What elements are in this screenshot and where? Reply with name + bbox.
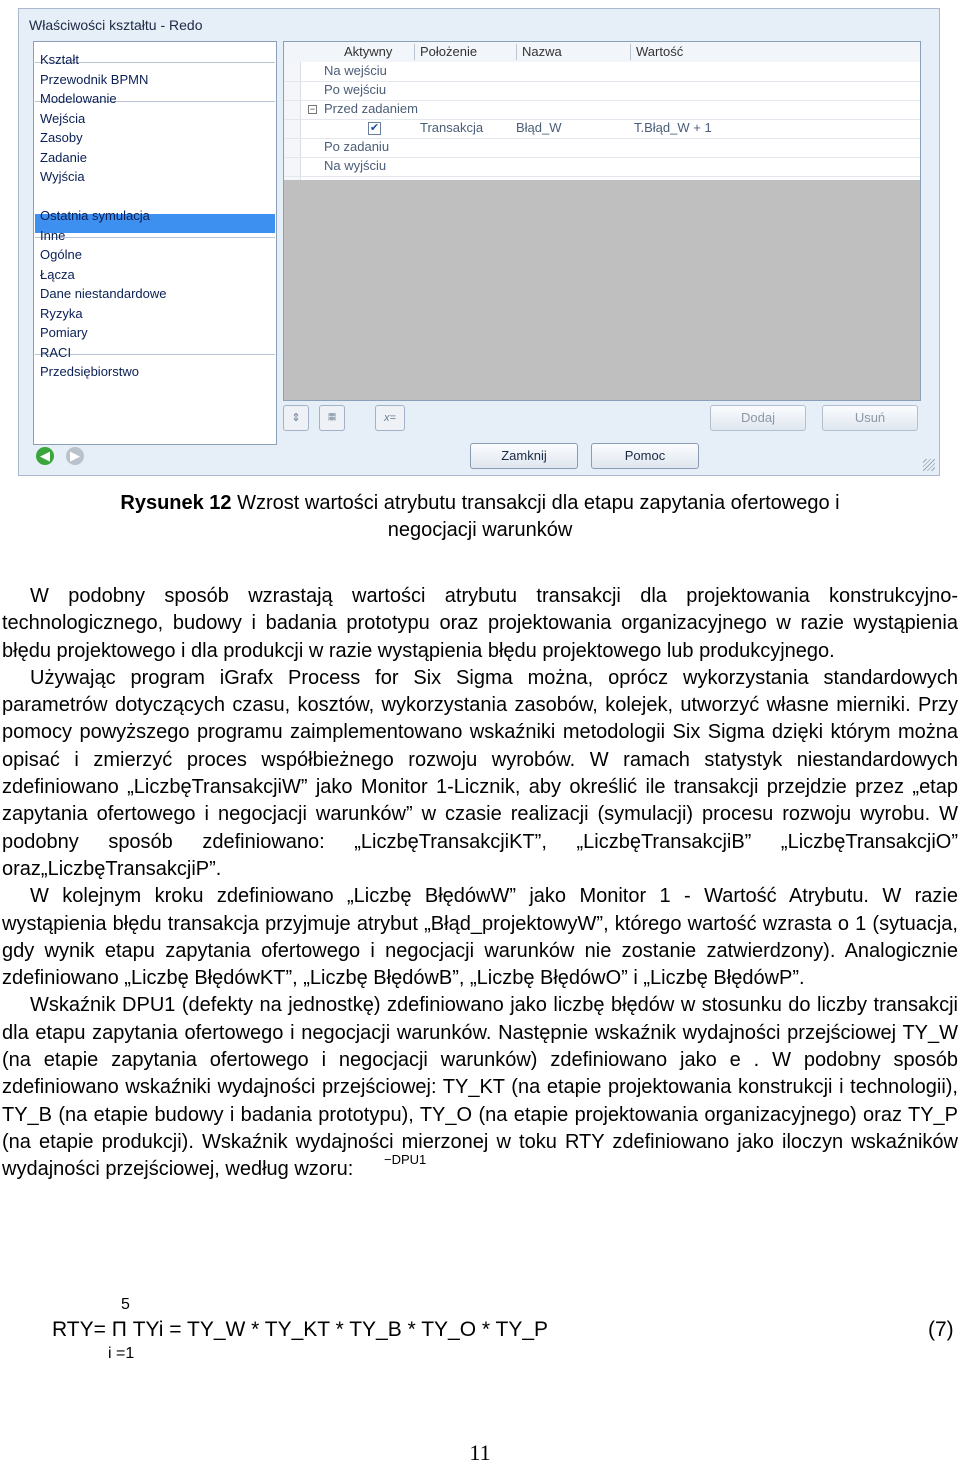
- help-button[interactable]: Pomoc: [591, 443, 699, 469]
- dialog-title: Właściwości kształtu - Redo: [29, 17, 203, 33]
- nav-item-wyjscia[interactable]: Wyjścia: [40, 169, 85, 184]
- nav-item-zadanie[interactable]: Zadanie: [40, 150, 87, 165]
- formula-upper-limit: 5: [121, 1296, 130, 1313]
- page-number: 11: [469, 1440, 491, 1465]
- value-cell[interactable]: T.Błąd_W + 1: [634, 120, 712, 135]
- add-button[interactable]: Dodaj: [710, 405, 806, 431]
- paragraph-1: W podobny sposób wzrastają wartości atrybutu transakcji dla projektowania konstrukcyjno-technologicznego, budowy i badania prototypu oraz projektowania organizacyjnego w razie wystąpienia błędu projektowego i dla produkcji w razie wystąpienia błędu projektowego lub produkcyjnego.: [2, 585, 958, 662]
- nav-separator: [35, 237, 275, 238]
- close-button[interactable]: Zamknij: [470, 443, 578, 469]
- column-header-polozenie[interactable]: Położenie: [420, 44, 478, 59]
- nav-item-pomiary[interactable]: Pomiary: [40, 325, 88, 340]
- column-separator: [516, 44, 517, 60]
- nav-item-atrybuty[interactable]: Atrybuty: [40, 189, 88, 204]
- grid-view-button[interactable]: 𝄜: [319, 405, 345, 431]
- category-list: [33, 41, 277, 445]
- paragraph-2: Używając program iGrafx Process for Six Sigma można, oprócz wykorzystania standardowych parametrów dotyczących czasu, kosztów, wykorzystania zasobów, kolejek, utworzyć własne mierniki. Przy pomocy powyższego programu zaimplementowano wskaźniki metodologii Six Sigma dzięki którym można opisać i zmierzyć proces współbieżnego rozwoju wyrobów. W ramach statystyk niestandardowych zdefiniowano „LiczbęTransakcjiW” jako Monitor 1-Licznik, aby określić ile transakcji przejdzie przez „etap zapytania ofertowego i negocjacji warunków” w czasie realizacji (symulacji) procesu rozwoju wyrobu. W podobny sposób zdefiniowano: „LiczbęTransakcjiKT”, „LiczbęTransakcjiB” „LiczbęTransakcjiO” oraz„LiczbęTransakcjiP”.: [2, 666, 958, 880]
- back-arrow-icon[interactable]: ◀: [36, 447, 54, 465]
- nav-item-wejscia[interactable]: Wejścia: [40, 111, 86, 126]
- nav-item-ostatnia-symulacja[interactable]: Ostatnia symulacja: [40, 208, 150, 223]
- column-header-nazwa[interactable]: Nazwa: [522, 44, 562, 59]
- nav-item-lacza[interactable]: Łącza: [40, 267, 75, 282]
- move-updown-button[interactable]: ⇕: [283, 405, 309, 431]
- body-text: [2, 583, 958, 1184]
- column-header-wartosc[interactable]: Wartość: [636, 44, 684, 59]
- resize-grip-icon[interactable]: [923, 459, 935, 471]
- caption-line2: negocjacji warunków: [387, 519, 573, 541]
- grid-body: [284, 62, 920, 180]
- row-label: Po wejściu: [324, 82, 387, 97]
- nav-item-ogolne[interactable]: Ogólne: [40, 247, 82, 262]
- table-row[interactable]: [284, 81, 920, 101]
- forward-arrow-icon[interactable]: ▶: [66, 447, 84, 465]
- formula-expression: RTY= Π TYi = TY_W * TY_KT * TY_B * TY_O * TY_P: [52, 1318, 549, 1341]
- nav-item-przedsiebiorstwo[interactable]: Przedsiębiorstwo: [40, 364, 139, 379]
- column-header-aktywny[interactable]: Aktywny: [344, 44, 393, 59]
- collapse-icon[interactable]: −: [309, 104, 316, 114]
- shape-properties-dialog: [18, 8, 940, 476]
- row-label: Po zadaniu: [324, 139, 390, 154]
- nav-item-raci[interactable]: RACI: [40, 345, 72, 360]
- caption-line1: Wzrost wartości atrybutu transakcji dla etapu zapytania ofertowego i: [231, 492, 840, 514]
- figure-caption: [0, 490, 960, 517]
- table-row[interactable]: [284, 119, 920, 139]
- row-label: Na wyjściu: [324, 158, 387, 173]
- column-separator: [630, 44, 631, 60]
- attributes-grid: [283, 41, 921, 401]
- paragraph-3: W kolejnym kroku zdefiniowano „Liczbę BłędówW” jako Monitor 1 - Wartość Atrybutu. W razie wystąpienia błędu transakcja przyjmuje atrybut „Błąd_projektowyW”, którego wartość wzrasta o 1 (sytuacja, gdy wynik etapu zapytania ofertowego i negocjacji warunków nie zostanie zatwierdzony). Analogicznie zdefiniowano „Liczbę BłędówKT”, „Liczbę BłędówB”, „Liczbę BłędówO” i „Liczbę BłędówP”.: [2, 885, 958, 990]
- caption-label: Rysunek 12: [120, 492, 232, 514]
- table-row[interactable]: [284, 100, 920, 120]
- grid-header: [284, 42, 920, 63]
- nav-item-modelowanie[interactable]: Modelowanie: [40, 91, 117, 106]
- paragraph-4: Wskaźnik DPU1 (defekty na jednostkę) zdefiniowano jako liczbę błędów w stosunku do liczby transakcji dla etapu zapytania ofertowego i negocjacji warunków. Następnie wskaźnik wydajności przejściowej TY_W (na etapie zapytania ofertowego i negocjacji warunków) zdefiniowano jako e . W podobny sposób zdefiniowano wskaźniki wydajności przejściowej: TY_KT (na etapie projektowania konstrukcji i technologii), TY_B (na etapie budowy i badania prototypu), TY_O (na etapie projektowania organizacyjnego) oraz TY_P (na etapie produkcji). Wskaźnik wydajności mierzonej w toku RTY zdefiniowano jako iloczyn wskaźników wydajności przejściowej, według wzoru:: [2, 994, 958, 1181]
- formula-number: (7): [928, 1318, 954, 1341]
- expression-button[interactable]: x=: [375, 405, 405, 431]
- location-cell[interactable]: Transakcja: [420, 120, 484, 135]
- exponent-dpu1: −DPU1: [384, 1152, 427, 1167]
- nav-item-inne[interactable]: Inne: [40, 228, 66, 243]
- nav-item-dane-niestandardowe[interactable]: Dane niestandardowe: [40, 286, 167, 301]
- column-separator: [414, 44, 415, 60]
- nav-item-ryzyka[interactable]: Ryzyka: [40, 306, 83, 321]
- nav-item-przewodnik-bpmn[interactable]: Przewodnik BPMN: [40, 72, 149, 87]
- table-row[interactable]: [284, 157, 920, 177]
- nav-item-ksztalt[interactable]: Kształt: [40, 52, 80, 67]
- formula-lower-limit: i =1: [108, 1345, 135, 1362]
- table-row[interactable]: [284, 138, 920, 158]
- nav-item-zasoby[interactable]: Zasoby: [40, 130, 83, 145]
- table-row[interactable]: [284, 62, 920, 82]
- row-label: Na wejściu: [324, 63, 387, 78]
- active-checkbox[interactable]: ✔: [369, 122, 380, 134]
- remove-button[interactable]: Usuń: [822, 405, 918, 431]
- name-cell[interactable]: Błąd_W: [516, 120, 562, 135]
- row-label: Przed zadaniem: [324, 101, 418, 116]
